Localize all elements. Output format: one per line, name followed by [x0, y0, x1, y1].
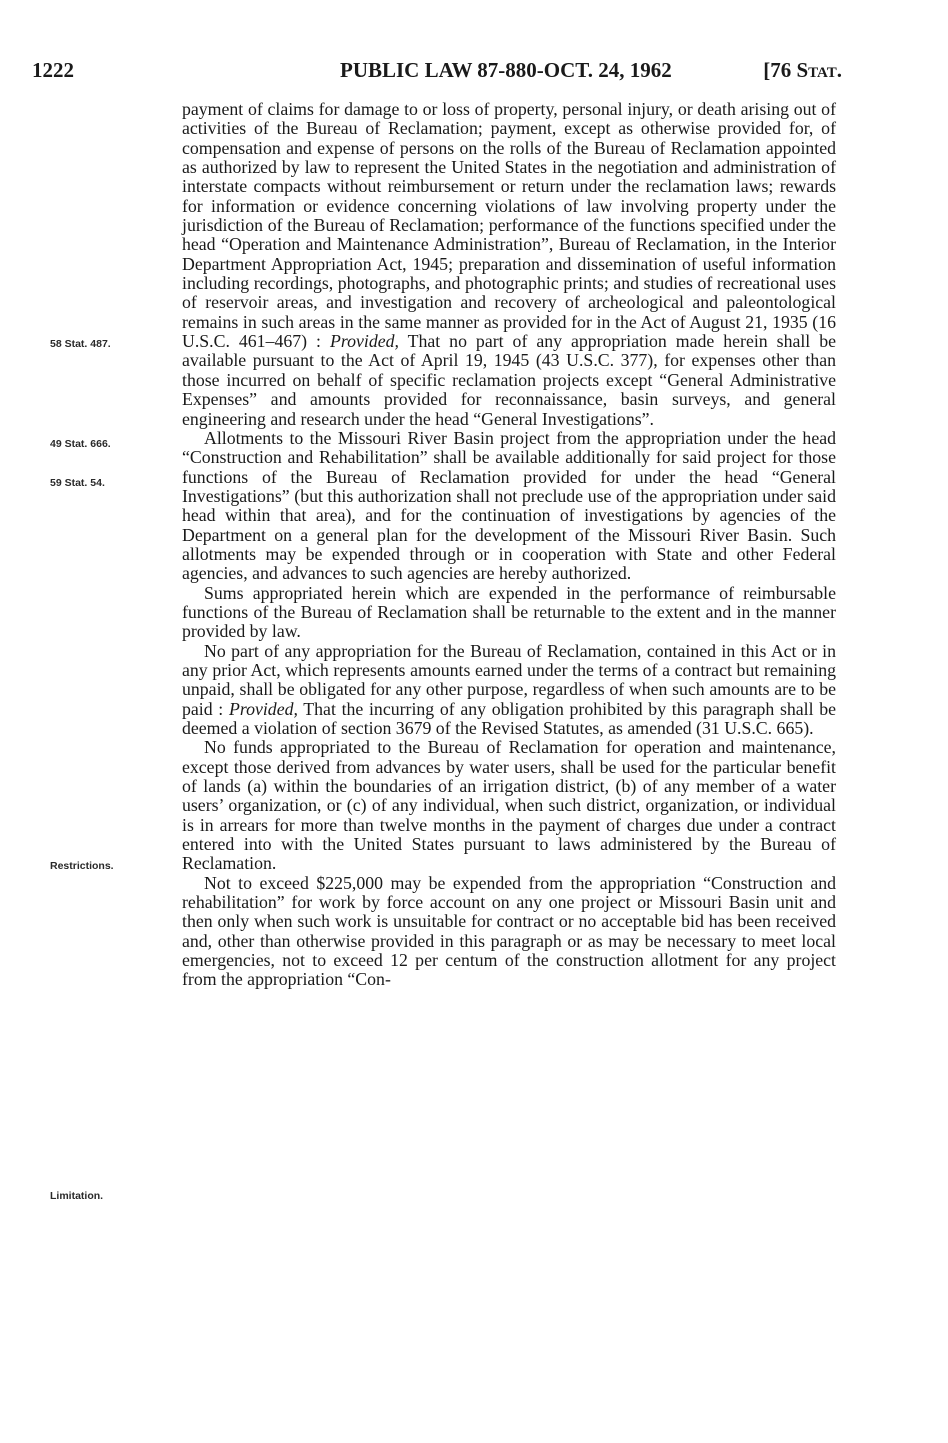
paragraph-arrears: No funds appropriated to the Bureau of Reclamation for operation and maintenance, except those derived from advances by water users, shall be used for the particular benefit of lands (a) within the boundaries of an irrigation district, (b) of any member of a water users’ organization, or (c) of any individual, when such district, organization, or individual is in arrears for more than twelve months in the payment of charges due under a contract entered into with the United States pursuant to laws administered by the Bureau of Reclamation.	[182, 737, 836, 874]
margin-note-restrictions: Restrictions.	[50, 860, 114, 872]
statute-body	[182, 100, 836, 990]
page-header	[32, 58, 842, 88]
paragraph-limitation: Not to exceed $225,000 may be expended from the appropriation “Construction and rehabilitation” for work by force account on any one project or Missouri Basin unit and then only when such work is unsuitable for contract or no acceptable bid has been received and, other than otherwise provided in this paragraph or as may be necessary to meet local emergencies, not to exceed 12 per centum of the construction allotment for any project from the appropriation “Con-	[182, 872, 836, 990]
margin-note-58-stat-487: 58 Stat. 487.	[50, 338, 111, 350]
paragraph-continued: payment of claims for damage to or loss of property, personal injury, or death arising out of activities of the Bureau of Reclamation; payment, except as otherwise provided for, of compensation and expense of persons on the rolls of the Bureau of Reclamation appointed as authorized by law to represent the United States in the negotiation and administration of interstate compacts without reimbursement or return under the reclamation laws; rewards for information or evidence concerning violations of law involving property under the jurisdiction of the Bureau of Reclamation; performance of the functions specified under the head “Operation and Maintenance Administration”, Bureau of Reclamation, in the Interior Department Appropriation Act, 1945; preparation and dissemination of useful information including recordings, photographs, and photographic prints; and studies of recreational uses of reservoir areas, and investigation and recovery of archeological and paleontological remains in such areas in the same manner as provided for in the Act of August 21, 1935 (16 U.S.C. 461–467) : Provided, That no part of any appropriation made herein shall be available pursuant to the Act of April 19, 1945 (43 U.S.C. 377), for expenses other than those incurred on behalf of specific reclamation projects except “General Administrative Expenses” and amounts provided for reconnaissance, basin surveys, and general engineering and research under the head “General Investigations”.	[182, 99, 837, 429]
margin-note-limitation: Limitation.	[50, 1190, 104, 1202]
running-title: PUBLIC LAW 87-880-OCT. 24, 1962	[340, 58, 672, 82]
volume-reference: [76 Stat.	[763, 58, 842, 82]
provided-emphasis: Provided,	[228, 698, 298, 719]
paragraph-missouri-basin: Allotments to the Missouri River Basin project from the appropriation under the head “Construction and Rehabilitation” shall be available additionally for said project for those functions of the Bureau of Reclamation provided for under the head “General Investigations” (but this authorization shall not preclude use of the appropriation under said head within that area), and for the continuation of investigations by agencies of the Department on a general plan for the development of the Missouri River Basin. Such allotments may be expended through or in cooperation with State and other Federal agencies, and advances to such agencies are hereby authorized.	[182, 427, 836, 584]
paragraph-restrictions: No part of any appropriation for the Bureau of Reclamation, contained in this Act or in any prior Act, which represents amounts earned under the terms of a contract but remaining unpaid, shall be obligated for any other purpose, regardless of when such amounts are to be paid : Provided, That the incurring of any obligation prohibited by this paragraph shall be deemed a violation of section 3679 of the Revised Statutes, as amended (31 U.S.C. 665).	[182, 640, 837, 738]
paragraph-reimbursable: Sums appropriated herein which are expended in the performance of reimbursable functions of the Bureau of Reclamation shall be returnable to the extent and in the manner provided by law.	[182, 582, 836, 642]
margin-note-59-stat-54: 59 Stat. 54.	[50, 477, 105, 489]
provided-emphasis: Provided,	[329, 331, 399, 352]
margin-note-49-stat-666: 49 Stat. 666.	[50, 438, 111, 450]
page-number: 1222	[32, 58, 74, 82]
